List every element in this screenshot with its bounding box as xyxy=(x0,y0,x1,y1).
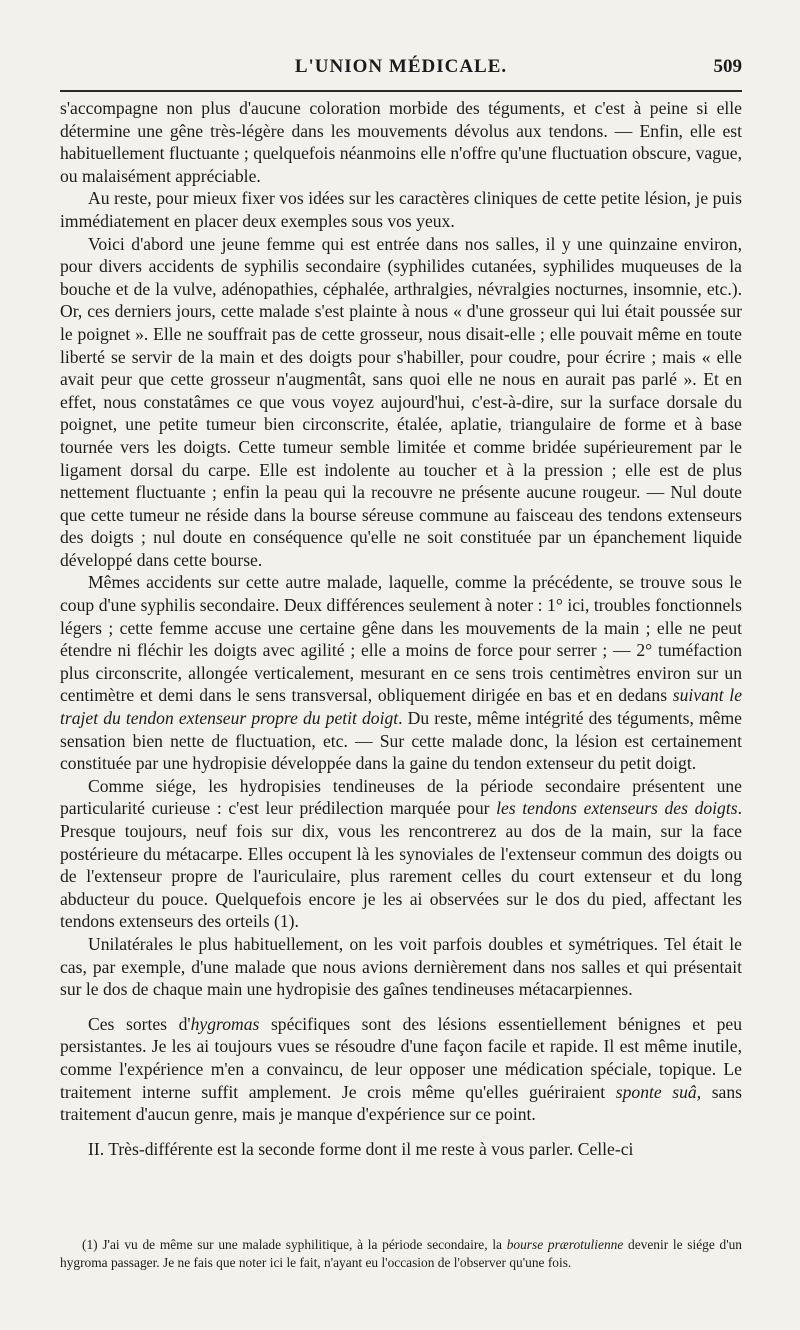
header-rule xyxy=(60,90,742,92)
italic-phrase: hygromas xyxy=(190,1013,260,1034)
text-run: . Du reste, même intégrité des téguments, même sensation bien nette de fluctuation, etc. — Sur cette malade donc, la lésion est certainement constituée par une hydropisie développée dans la gaine du tendon extenseur du petit doigt. xyxy=(60,708,742,774)
text-run: Au reste, pour mieux fixer vos idées sur les caractères cliniques de cette petite lésion, je puis immédiatement en placer deux exemples sous vos yeux. xyxy=(60,188,742,231)
footnote xyxy=(60,1236,742,1271)
paragraph xyxy=(60,775,742,933)
text-run: Mêmes accidents sur cette autre malade, laquelle, comme la précédente, se trouve sous le coup d'une syphilis secondaire. Deux différences seulement à noter : 1° ici, troubles fonctionnels légers ; cette femme accuse une certaine gêne dans les mouvements de la main ; elle ne peut étendre ni fléchir les doigts avec agilité ; elle a moins de force pour serrer ; — 2° tuméfaction plus circonscrite, allongée verticalement, mesurant en ce sens trois centimètres environ sur un centimètre et demi dans le sens transversal, obliquement dirigée en bas et en dedans xyxy=(60,572,742,706)
italic-phrase: sponte suâ xyxy=(615,1081,697,1102)
text-run: Unilatérales le plus habituellement, on les voit parfois doubles et symétriques. Tel était le cas, par exemple, d'une malade que nous avions dernièrement dans nos salles et qui présentait sur le dos de chaque main une hydropisie des gaînes tendineuses métacarpiennes. xyxy=(60,933,742,1000)
paragraph xyxy=(60,187,742,232)
text-run: (1) J'ai vu de même sur une malade syphilitique, à la période secondaire, la xyxy=(82,1237,507,1252)
italic-phrase: les tendons extenseurs des doigts xyxy=(496,798,738,819)
paragraph xyxy=(60,1013,742,1126)
text-run: Ces sortes d' xyxy=(88,1013,191,1034)
text-run: Voici d'abord une jeune femme qui est entrée dans nos salles, il y une quinzaine environ, pour divers accidents de syphilis secondaire (syphilides cutanées, syphilides muqueuses de la bouche et de la vulve, adénopathies, céphalée, arthralgies, névralgies nocturnes, insomnie, etc.). Or, ces derniers jours, cette malade s'est plainte à nous « d'une grosseur qui lui était poussée sur le poignet ». Elle ne souffrait pas de cette grosseur, nous disait-elle ; elle pouvait même en toute liberté se servir de la main et des doigts pour s'habiller, pour coudre, pour écrire ; mais « elle avait peur que cette grosseur n'augmentât, sans quoi elle ne nous en aurait pas parlé ». Et en effet, nous constatâmes ce que vous voyez aujourd'hui, c'est-à-dire, sur la surface dorsale du poignet, une petite tumeur bien circonscrite, étalée, aplatie, triangulaire de forme et à base tournée vers les doigts. Cette tumeur semble limitée et comme bridée supérieurement par le ligament dorsal du carpe. Elle est indolente au toucher et à la pression ; elle est de plus nettement fluctuante ; enfin la peau qui la recouvre ne présente aucune rougeur. — Nul doute que cette tumeur ne réside dans la bourse séreuse commune au faisceau des tendons extenseurs des doigts ; nul doute en conséquence qu'elle ne soit constituée par un épanchement liquide développé dans cette bourse. xyxy=(60,233,742,570)
paragraph xyxy=(60,233,742,572)
text-run: spécifiques sont des lésions essentiellement bénignes et peu persistantes. Je les ai toujours vues se résoudre d'une façon facile et rapide. Il est même inutile, comme l'expérience m'en a convaincu, de leur opposer une médication spéciale, topique. Le traitement interne suffit amplement. Je crois même qu'elles guériraient xyxy=(60,1013,742,1102)
text-run: devenir le siége d'un hygroma passager. Je ne fais que noter ici le fait, n'ayant eu l'occasion de l'observer qu'une fois. xyxy=(60,1237,742,1270)
article-body xyxy=(60,97,742,1160)
running-title: L'UNION MÉDICALE. xyxy=(294,56,508,77)
text-run: II. Très-différente est la seconde forme dont il me reste à vous parler. Celle-ci xyxy=(88,1138,634,1159)
text-run: s'accompagne non plus d'aucune coloration morbide des téguments, et c'est à peine si elle détermine une gêne très-légère dans les mouvements dévolus aux tendons. — Enfin, elle est habituellement fluctuante ; quelquefois néanmoins elle n'offre qu'une fluctuation obscure, vague, ou malaisément appréciable. xyxy=(60,98,742,186)
paragraph xyxy=(60,933,742,1001)
italic-phrase: bourse prærotulienne xyxy=(506,1237,624,1252)
text-run: Comme siége, les hydropisies tendineuses de la période secondaire présentent une particularité curieuse : c'est leur prédilection marquée pour xyxy=(60,775,742,819)
footnote-text xyxy=(60,1236,742,1271)
paragraph xyxy=(60,97,742,187)
page-number: 509 xyxy=(713,56,742,77)
page-header xyxy=(60,56,742,86)
text-run: . Presque toujours, neuf fois sur dix, vous les rencontrerez au dos de la main, sur la face postérieure du métacarpe. Elles occupent là les synoviales de l'extenseur commun des doigts ou de l'extenseur propre de l'auriculaire, plus rarement celles du court extenseur et du long abducteur du pouce. Quelquefois encore je les ai observées sur le dos du pied, affectant les tendons extenseurs des orteils (1). xyxy=(60,798,742,932)
text-run: , sans traitement d'aucun genre, mais je manque d'expérience sur ce point. xyxy=(60,1081,742,1125)
italic-phrase: suivant le trajet du tendon extenseur propre du petit doigt xyxy=(60,685,743,729)
paragraph xyxy=(60,1138,742,1161)
paragraph xyxy=(60,571,742,774)
